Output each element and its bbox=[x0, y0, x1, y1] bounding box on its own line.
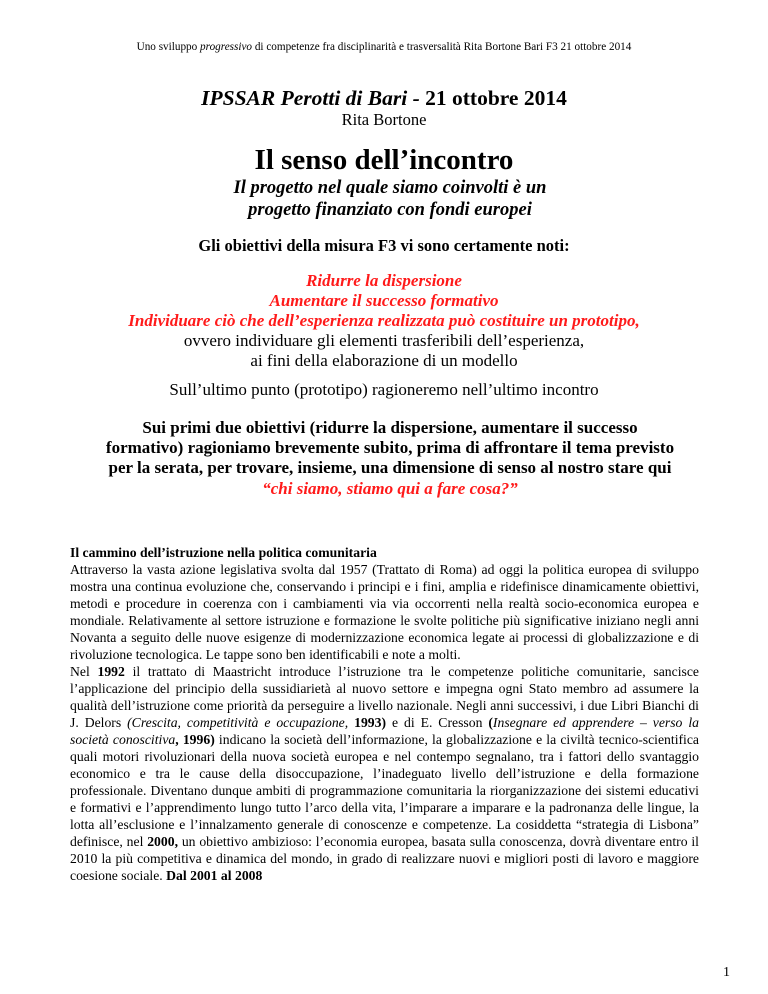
year-1996: , 1996) bbox=[175, 732, 215, 747]
year-2000: 2000, bbox=[147, 834, 178, 849]
book-title-cresson: Insegnare ed apprendere – verso la società conoscitiva bbox=[70, 715, 699, 747]
reflection-question: “chi siamo, stiamo qui a fare cosa?” bbox=[262, 478, 518, 498]
goal-item: Individuare ciò che dell’esperienza realizzata può costituire un prototipo, bbox=[128, 311, 640, 330]
para2-text: indicano la società dell’informazione, la globalizzazione e la civiltà tecnico-scientifica quali motori rivoluzionari della nuova società europea e nel contempo segnalano, tra i fattori dello svantaggio economico e tra le cause della disoccupazione, l’inadeguato livello dell’istruzione e della formazione professionale. Diventano dunque ambiti di programmazione comunitaria la riorganizzazione dei sistemi educativi e formativi e l’apprendimento lungo tutto l’arco della vita, l’imparare a imparare e la padronanza delle lingue, la lotta all’esclusione e l’innalzamento generale di conoscenze e competenze. La cosiddetta “strategia di Lisbona” definisce, nel bbox=[70, 732, 700, 849]
goal-item: Ridurre la dispersione bbox=[306, 271, 462, 290]
paren-open: ( bbox=[488, 715, 493, 730]
school-name: IPSSAR Perotti di Bari - bbox=[201, 86, 420, 110]
running-header bbox=[0, 41, 768, 54]
header-text-1: Uno sviluppo bbox=[136, 41, 201, 53]
page-subtitle: Il progetto nel quale siamo coinvolti è un progetto finanziato con fondi europei bbox=[233, 178, 547, 220]
header-italic-word: progressivo bbox=[200, 41, 253, 53]
goal-followup-line: ai fini della elaborazione di un modello bbox=[250, 351, 518, 370]
goals-intro: Gli obiettivi della misura F3 vi sono certamente noti: bbox=[198, 236, 570, 255]
section-paragraph-2 bbox=[70, 663, 699, 884]
para2-text: e di E. Cresson bbox=[386, 715, 489, 730]
goal-item: Aumentare il successo formativo bbox=[269, 291, 499, 310]
years-2001-2008: Dal 2001 al 2008 bbox=[166, 868, 263, 883]
para2-text: un obiettivo ambizioso: l’economia europea, basata sulla conoscenza, dovrà diventare entro il 2010 la più competitiva e dinamica del mondo, in grado di realizzare nuovi e migliori posti di lavoro e maggiore coesione sociale. bbox=[70, 834, 699, 883]
policy-section bbox=[70, 544, 699, 884]
last-point-note: Sull’ultimo punto (prototipo) ragioneremo nell’ultimo incontro bbox=[169, 380, 599, 399]
section-paragraph-1: Attraverso la vasta azione legislativa svolta dal 1957 (Trattato di Roma) ad oggi la politica europea di sviluppo mostra una continua evoluzione che, conservando i principi e i fini, amplia e ridefinisce dinamicamente obiettivi, metodi e procedure in coerenza con i cambiamenti via via occorrenti nella realtà socio-economica europea e mondiale. Relativamente al settore istruzione e formazione le svolte politiche più significative iniziano negli anni Novanta a seguito delle nuove esigenze di modernizzazione economica legate ai processi di globalizzazione e di rivoluzione tecnologica. Le tappe sono ben identificabili e note a molti. bbox=[70, 562, 699, 662]
year-1992: 1992 bbox=[97, 664, 125, 679]
goals-list bbox=[0, 271, 768, 371]
page-number: 1 bbox=[723, 965, 730, 980]
reflection-block bbox=[105, 418, 675, 499]
school-date: 21 ottobre 2014 bbox=[419, 86, 567, 110]
page-title: Il senso dell’incontro bbox=[254, 144, 514, 176]
year-1993: 1993) bbox=[348, 715, 387, 730]
school-line bbox=[0, 85, 768, 111]
section-heading: Il cammino dell’istruzione nella politica comunitaria bbox=[70, 545, 377, 560]
para2-text: Nel bbox=[70, 664, 98, 679]
book-title-delors: (Crescita, competitività e occupazione, bbox=[127, 715, 349, 730]
para2-text: il trattato di Maastricht introduce l’istruzione tra le competenze politiche comunitarie, sancisce l’applicazione del principio della sussidiarietà al nuovo settore e impegna ogni Stato membro ad assumere la qualità dell’istruzione come priorità da perseguire a livello nazionale. Negli anni successivi, i due Libri Bianchi di J. Delors bbox=[70, 664, 699, 730]
header-text-2: di competenze fra disciplinarità e trasversalità Rita Bortone Bari F3 21 ottobre 2014 bbox=[252, 41, 632, 53]
author-name: Rita Bortone bbox=[341, 110, 427, 129]
reflection-text: Sui primi due obiettivi (ridurre la dispersione, aumentare il successo formativo) ragioniamo brevemente subito, prima di affrontare il tema previsto per la serata, per trovare, insieme, una dimensione di senso al nostro stare qui bbox=[105, 418, 675, 478]
goal-followup-line: ovvero individuare gli elementi trasferibili dell’esperienza, bbox=[183, 331, 585, 350]
